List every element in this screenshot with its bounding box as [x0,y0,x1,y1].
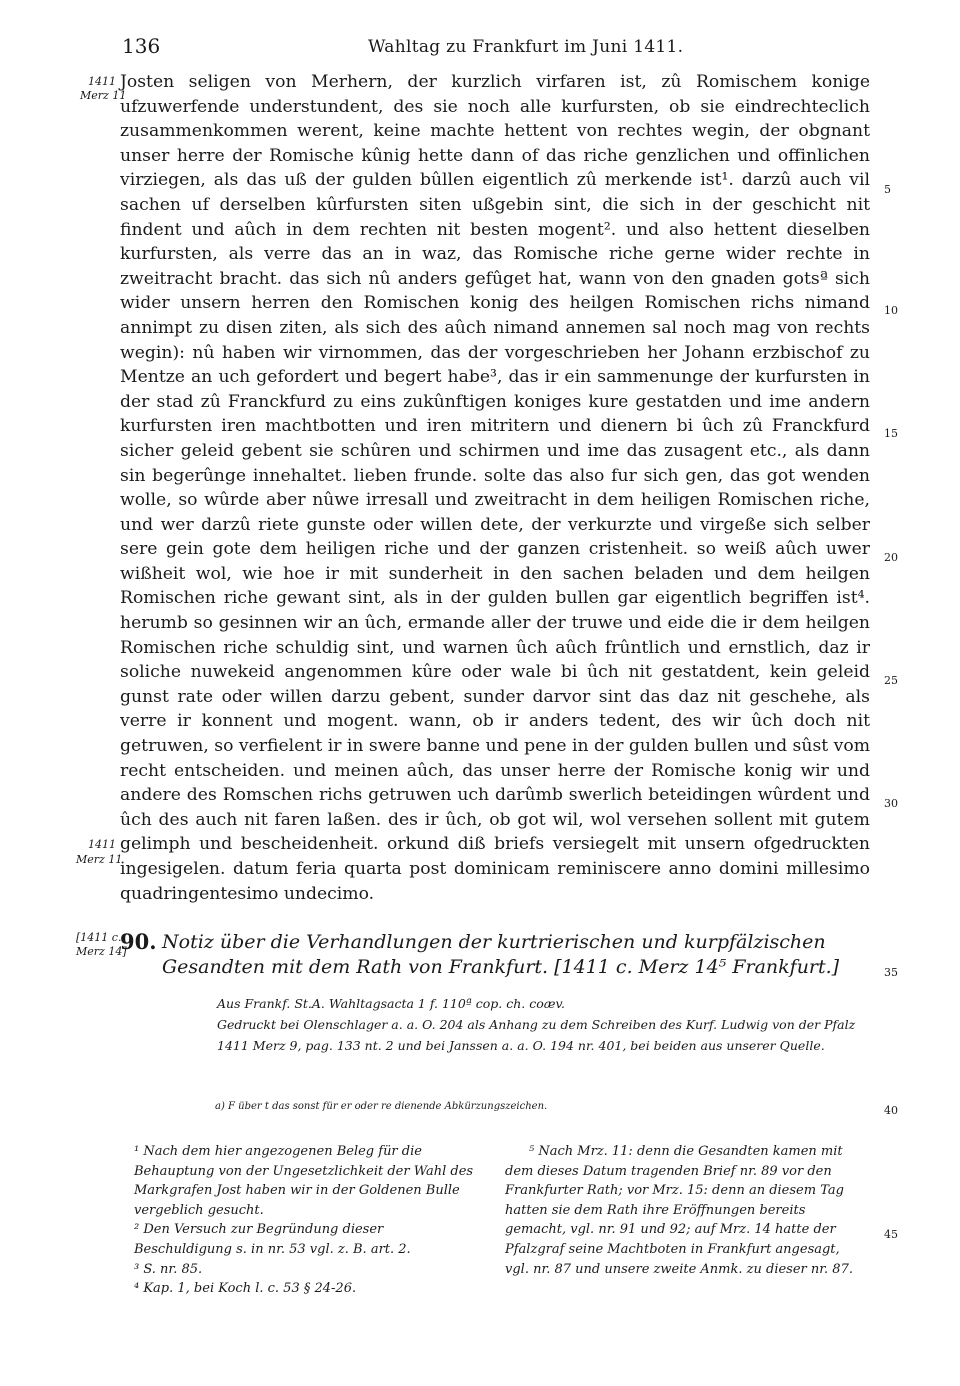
footnotes-right [505,1142,867,1279]
source-notes [217,993,872,1056]
document-title: Notiz über die Verhandlungen der kurtrierischen und kurpfälzischen Gesandten mit dem Rath von Frankfurt. [1411 c. Merz 14⁵ Frankfurt.] [162,931,840,978]
line-number: 30 [884,797,898,810]
variant-note: a) F über t das sonst für er oder re dienende Abkürzungszeichen. [215,1101,548,1112]
line-number: 5 [884,183,891,196]
footnote: ¹ Nach dem hier angezogenen Beleg für die Behauptung von der Ungesetzlichkeit der Wahl des Markgrafen Jost haben wir in der Goldenen Bulle vergeblich gesucht. [134,1144,474,1218]
margin-date-doc: Merz 14] [76,945,127,958]
margin-year-doc: [1411 c. [76,931,122,944]
footnote: ⁴ Kap. 1, bei Koch l. c. 53 § 24-26. [134,1281,357,1297]
letter-paragraph: Josten seligen von Merhern, der kurzlich virfaren ist, zû Romischem konige ufzuwerfende understundent, des sie noch alle kurfursten, ob sie eindrechteclich zusammenkommen werent, keine machte hettent von rechtes wegin, der obgnant unser herre der Romische kûnig hette dann of das riche genzlichen und offinlichen virziegen, als das uß der gulden bûllen eigentlich zû merkende ist¹. darzû auch vil sachen uf derselben kûrfursten siten ußgebin sint, die sich in der geschicht nit findent und aûch in dem rechten nit besten mogent². und also hettent dieselben kurfursten, als verre das an in waz, das Romische riche gerne wider rechte in zweitracht bracht. das sich nû anders gefûget hat, wann von den gnaden gotsª sich wider unsern herren den Romischen konig des heilgen Romischen richs nimand annimpt zu disen ziten, als sich des aûch nimand annemen sal noch mag von rechts wegin): nû haben wir virnommen, das der vorgeschrieben her Johann erzbischof zu Mentze an uch gefordert und begert habe³, das ir ein sammenunge der kurfursten in der stad zû Franckfurd zu eins zukûnftigen koniges kure gestatden und ime andern kurfursten iren machtbotten und iren mitritern und dienern bi ûch zû Franckfurd sicher geleid gebent sie schûren und schirmen und ime das zusagent etc., als dann sin begerûnge innehaltet. lieben frunde. solte das also fur sich gen, das got wenden wolle, so wûrde aber nûwe irresall und zweitracht in dem heiligen Romischen riche, und wer darzû riete gunste oder willen dete, der verkurzte und virgeße sich selber sere gein gote dem heiligen riche und der ganzen cristenheit. so weiß aûch uwer wißheit wol, wie hoe ir mit sunderheit in den sachen beladen und dem heilgen Romischen riche gewant sint, als in der gulden bullen gar eigentlich begriffen ist⁴. herumb so gesinnen wir an ûch, ermande aller der truwe und eide die ir dem heilgen Romischen riche schuldig sint, und warnen ûch aûch frûntlich und ernstlich, daz ir soliche nuwekeid angenommen kûre oder wale bi ûch nit gestatdent, kein geleid gunst rate oder willen darzu gebent, sunder darvor sint das daz nit geschehe, als verre ir konnent und mogent. wann, ob ir anders tedent, des wir ûch doch nit getruwen, so verfielent ir in swere banne und pene in der gulden bullen und sûst vom recht entscheiden. und meinen aûch, das unser herre der Romische konig wir und andere des Romschen richs getruwen uch darûmb swerlich beteidingen wûrdent und ûch des auch nit faren laßen. des ir ûch, ob got wil, wol versehen sollent mit gutem gelimph und bescheidenheit. orkund diß briefs versiegelt mit unsern ofgedruckten ingesigelen. datum feria quarta post dominicam reminiscere anno domini millesimo quadringentesimo undecimo. [120,72,870,904]
line-number: 15 [884,427,898,440]
margin-year-bottom: 1411 [88,838,116,851]
line-number: 35 [884,966,898,979]
margin-date-bottom: Merz 11 [76,853,123,866]
running-title: Wahltag zu Frankfurt im Juni 1411. [368,37,684,57]
print-note: Gedruckt bei Olenschlager a. a. O. 204 als Anhang zu dem Schreiben des Kurf. Ludwig von der Pfalz 1411 Merz 9, pag. 133 nt. 2 und bei Janssen a. a. O. 194 nr. 401, bei beiden aus unserer Quelle. [217,1017,856,1053]
letter-body [120,70,870,906]
line-number: 40 [884,1104,898,1117]
line-number: 20 [884,551,898,564]
source-line: Aus Frankf. St.A. Wahltagsacta 1 f. 110ª cop. ch. coæv. [217,996,566,1011]
footnote: ⁵ Nach Mrz. 11: denn die Gesandten kamen mit dem dieses Datum tragenden Brief nr. 89 vor den Frankfurter Rath; vor Mrz. 15: denn an diesem Tag hatten sie dem Rath ihre Eröffnungen bereits gemacht, vgl. nr. 91 und 92; auf Mrz. 14 hatte der Pfalzgraf seine Machtboten in Frankfurt angesagt, vgl. nr. 87 und unsere zweite Anmk. zu dieser nr. 87. [505,1144,853,1277]
line-number: 10 [884,304,898,317]
page-number: 136 [122,34,161,58]
margin-year-top: 1411 [88,75,116,88]
footnote: ² Den Versuch zur Begründung dieser Beschuldigung s. in nr. 53 vgl. z. B. art. 2. [134,1222,411,1257]
footnote: ³ S. nr. 85. [134,1261,203,1277]
footnotes-left [120,1142,482,1299]
margin-date-top: Merz 11 [80,89,127,102]
document-number: 90. [120,929,157,954]
line-number: 25 [884,674,898,687]
line-number: 45 [884,1228,898,1241]
